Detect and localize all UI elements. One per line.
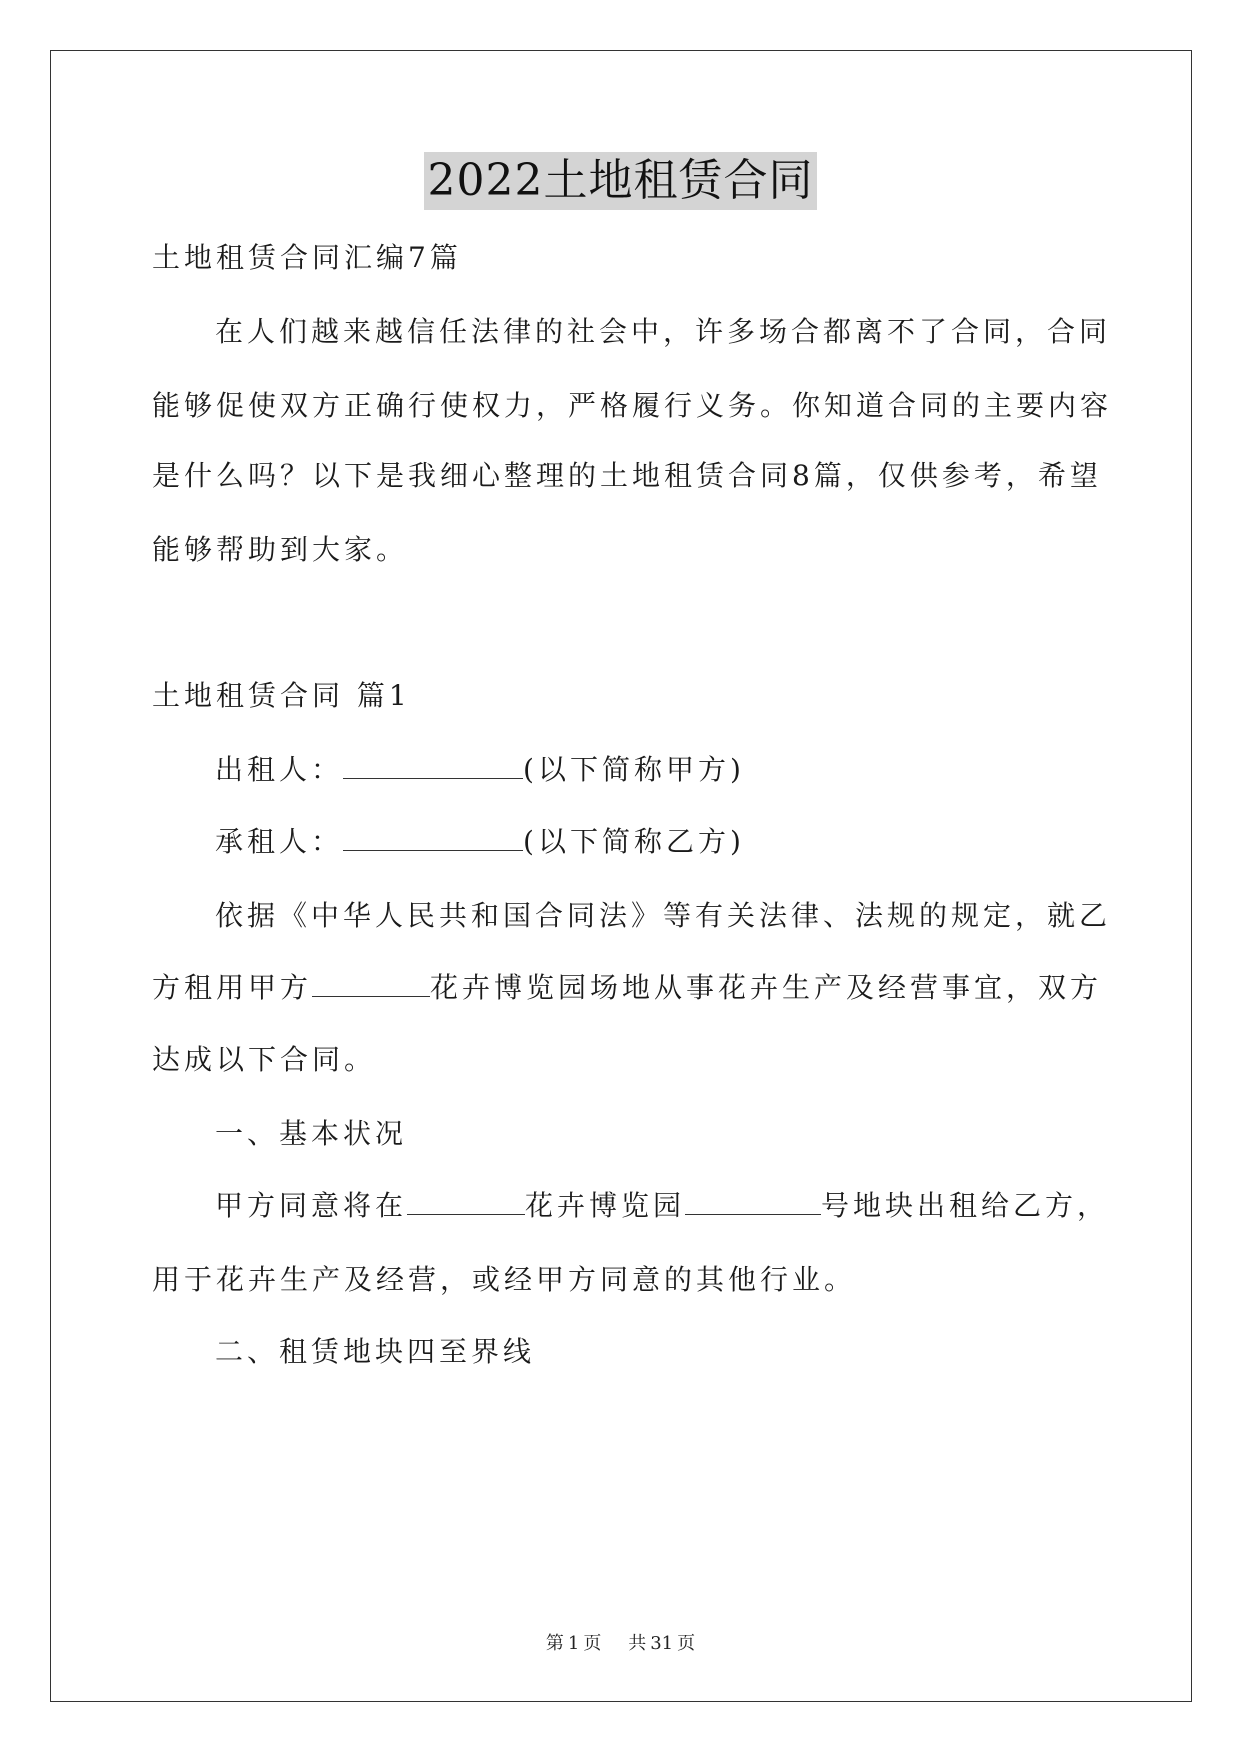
footer-total-label-a: 共 <box>628 1633 647 1654</box>
clause2-heading: 二、租赁地块四至界线 <box>215 1335 536 1368</box>
footer-page-num: 1 <box>567 1633 580 1654</box>
basis-line-1: 依据《中华人民共和国合同法》等有关法律、法规的规定，就乙 <box>215 899 1112 932</box>
clause1-line-1-b: 花卉博览园 <box>525 1189 686 1222</box>
footer-total-label-b: 页 <box>677 1633 696 1654</box>
footer-total-num: 31 <box>650 1633 674 1654</box>
footer-page-label-b: 页 <box>583 1633 602 1654</box>
footer-page-label-a: 第 <box>545 1633 564 1654</box>
lessor-line <box>215 750 745 790</box>
clause1-line-1 <box>215 1186 1109 1226</box>
lessor-suffix: (以下简称甲方) <box>523 753 745 786</box>
basis-blank <box>312 968 430 997</box>
intro-line-4: 能够帮助到大家。 <box>152 533 409 566</box>
lessee-blank <box>343 822 523 851</box>
intro-line-2: 能够促使双方正确行使权力，严格履行义务。你知道合同的主要内容 <box>152 389 1113 422</box>
basis-line-2-b: 花卉博览园场地从事花卉生产及经营事宜，双方 <box>430 971 1103 1004</box>
document-title: 2022土地租赁合同 <box>424 152 818 210</box>
clause1-line-2: 用于花卉生产及经营，或经甲方同意的其他行业。 <box>152 1263 857 1296</box>
title-wrap <box>0 152 1241 210</box>
clause1-blank-1 <box>407 1186 525 1215</box>
document-subtitle: 土地租赁合同汇编7篇 <box>152 241 462 274</box>
basis-line-2 <box>152 968 1102 1008</box>
basis-line-2-a: 方租用甲方 <box>152 971 313 1004</box>
basis-line-3: 达成以下合同。 <box>152 1043 377 1076</box>
clause1-heading: 一、基本状况 <box>215 1117 408 1150</box>
page-border <box>50 50 1192 1702</box>
lessor-blank <box>343 750 523 779</box>
page-footer <box>0 1632 1241 1656</box>
lessee-label: 承租人： <box>215 825 344 858</box>
lessee-suffix: (以下简称乙方) <box>523 825 745 858</box>
clause1-line-1-c: 号地块出租给乙方， <box>821 1189 1110 1222</box>
section-heading: 土地租赁合同 篇1 <box>152 679 411 712</box>
intro-line-1: 在人们越来越信任法律的社会中，许多场合都离不了合同，合同 <box>215 315 1112 348</box>
clause1-line-1-a: 甲方同意将在 <box>215 1189 408 1222</box>
lessee-line <box>215 822 745 862</box>
intro-line-3: 是什么吗？以下是我细心整理的土地租赁合同8篇，仅供参考，希望 <box>152 459 1102 492</box>
lessor-label: 出租人： <box>215 753 344 786</box>
clause1-blank-2 <box>685 1186 821 1215</box>
